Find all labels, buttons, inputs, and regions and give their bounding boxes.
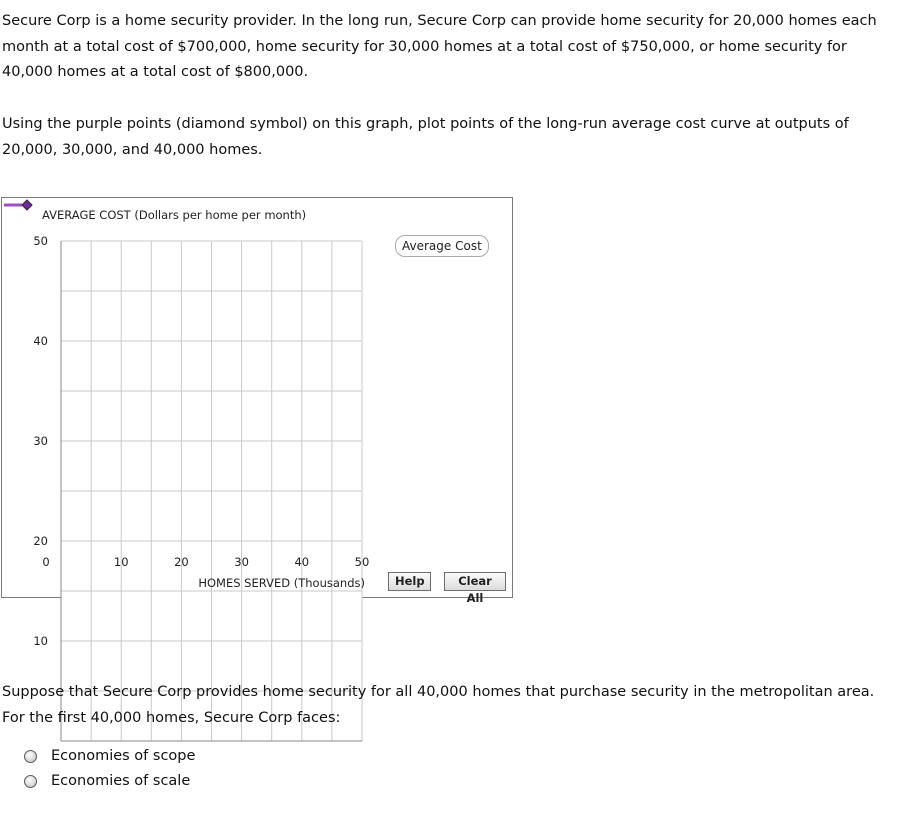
diamond-marker-icon[interactable] — [2, 198, 36, 212]
help-button[interactable]: Help — [388, 572, 431, 591]
x-tick-label: 40 — [294, 555, 310, 569]
legend-diamond — [22, 200, 32, 210]
option-label[interactable]: Economies of scope — [51, 748, 196, 764]
x-tick-label: 10 — [113, 555, 129, 569]
option-economies-of-scope[interactable] — [24, 745, 195, 767]
radio-button[interactable] — [24, 750, 37, 763]
radio-button[interactable] — [24, 775, 37, 788]
question-instruction: Using the purple points (diamond symbol) on this graph, plot points of the long-run average cost curve at outputs of 20,000, 30,000, and 40,000 homes. — [2, 116, 849, 158]
x-tick-label: 20 — [174, 555, 189, 569]
option-economies-of-scale[interactable] — [24, 770, 190, 792]
question-intro: Secure Corp is a home security provider. In the long run, Secure Corp can provide home security for 20,000 homes each month at a total cost of $700,000, home security for 30,000 homes at a total cost of $750,000, or home security for 40,000 homes at a total cost of $800,000. — [2, 13, 877, 80]
option-label[interactable]: Economies of scale — [51, 773, 191, 789]
followup-question: Suppose that Secure Corp provides home security for all 40,000 homes that purchase security in the metropolitan area. For the first 40,000 homes, Secure Corp faces: — [2, 684, 875, 726]
graph-panel — [1, 197, 513, 648]
legend-average-cost-label[interactable]: Average Cost — [395, 235, 489, 257]
x-tick-label: 0 — [42, 555, 50, 569]
x-axis-title: HOMES SERVED (Thousands) — [198, 576, 365, 590]
clear-all-button[interactable]: Clear All — [444, 572, 506, 591]
x-tick-label: 30 — [234, 555, 249, 569]
x-tick-label: 50 — [354, 555, 370, 569]
y-axis-title: AVERAGE COST (Dollars per home per month) — [42, 208, 307, 222]
y-tick-label: 30 — [33, 434, 48, 448]
y-tick-label: 10 — [33, 634, 48, 648]
y-tick-label: 40 — [33, 334, 48, 348]
y-tick-label: 20 — [33, 534, 48, 548]
average-cost-chart[interactable] — [2, 198, 514, 648]
y-tick-label: 50 — [33, 234, 48, 248]
